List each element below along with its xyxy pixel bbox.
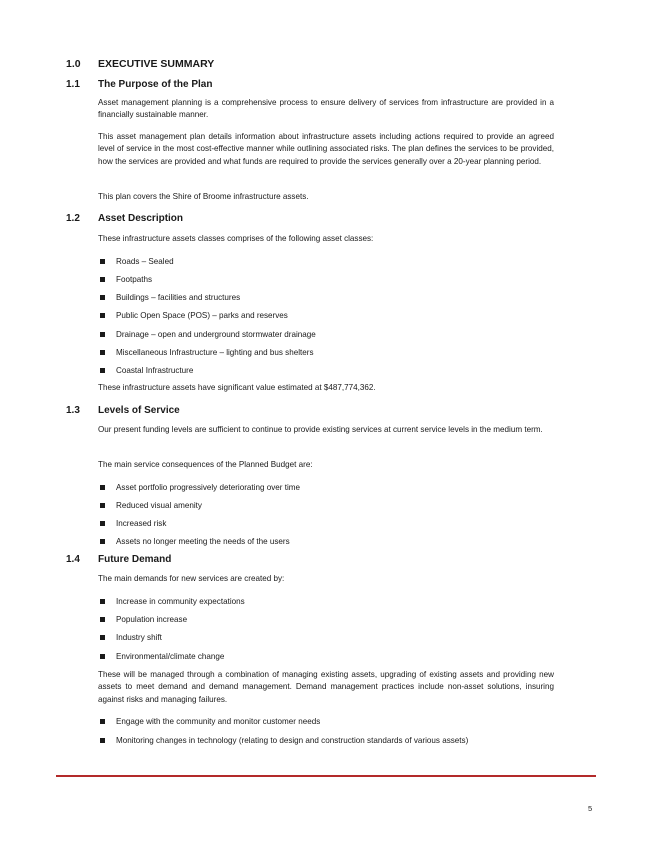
future-demand-paragraph-2: These will be managed through a combination of managing existing assets, upgrading of existing assets and providing new assets to meet demand and demand management. Demand management practices include non-asset solutions, insuring against risks and managing failures. bbox=[98, 670, 554, 704]
list-item-text: Assets no longer meeting the needs of the users bbox=[116, 537, 290, 546]
bullet-icon bbox=[100, 313, 105, 318]
asset-value-text: These infrastructure assets have significant value estimated at $487,774,362. bbox=[98, 383, 376, 392]
section-title: The Purpose of the Plan bbox=[98, 79, 213, 90]
section-number: 1.0 bbox=[66, 58, 81, 70]
list-item-text: Reduced visual amenity bbox=[116, 501, 202, 510]
bullet-icon bbox=[100, 719, 105, 724]
list-item-text: Increased risk bbox=[116, 519, 167, 528]
bullet-icon bbox=[100, 503, 105, 508]
bullet-icon bbox=[100, 277, 105, 282]
bullet-icon bbox=[100, 332, 105, 337]
bullet-icon bbox=[100, 259, 105, 264]
section-number: 1.2 bbox=[66, 213, 80, 224]
levels-paragraph-1: Our present funding levels are sufficient to continue to provide existing services at current service levels in the medium term. bbox=[98, 425, 543, 434]
future-demand-heading bbox=[66, 554, 171, 565]
bullet-icon bbox=[100, 654, 105, 659]
bullet-icon bbox=[100, 521, 105, 526]
section-number: 1.3 bbox=[66, 405, 80, 416]
purpose-paragraph-1: Asset management planning is a comprehensive process to ensure delivery of services from infrastructure are provided in a financially sustainable manner. bbox=[98, 98, 554, 120]
page-number: 5 bbox=[588, 804, 593, 813]
list-item-text: Coastal Infrastructure bbox=[116, 366, 194, 375]
bullet-icon bbox=[100, 617, 105, 622]
section-title: Asset Description bbox=[98, 213, 184, 224]
section-number: 1.4 bbox=[66, 554, 80, 565]
section-title: Levels of Service bbox=[98, 405, 180, 416]
list-item-text: Asset portfolio progressively deteriorating over time bbox=[116, 483, 300, 492]
list-item-text: Miscellaneous Infrastructure – lighting and bus shelters bbox=[116, 348, 314, 357]
list-item-text: Public Open Space (POS) – parks and reserves bbox=[116, 311, 288, 320]
list-item-text: Industry shift bbox=[116, 633, 162, 642]
bullet-icon bbox=[100, 350, 105, 355]
future-demand-intro: The main demands for new services are created by: bbox=[98, 574, 285, 583]
footer-divider bbox=[56, 775, 596, 777]
section-title: Future Demand bbox=[98, 554, 172, 565]
list-item-text: Footpaths bbox=[116, 275, 152, 284]
bullet-icon bbox=[100, 599, 105, 604]
bullet-icon bbox=[100, 485, 105, 490]
list-item-text: Drainage – open and underground stormwater drainage bbox=[116, 330, 316, 339]
list-item-text: Environmental/climate change bbox=[116, 652, 225, 661]
section-title: EXECUTIVE SUMMARY bbox=[98, 58, 215, 70]
list-item-text: Engage with the community and monitor customer needs bbox=[116, 717, 321, 726]
bullet-icon bbox=[100, 635, 105, 640]
purpose-paragraph-3: This plan covers the Shire of Broome infrastructure assets. bbox=[98, 192, 309, 201]
asset-description-heading bbox=[66, 213, 183, 224]
purpose-heading bbox=[66, 79, 212, 90]
bullet-icon bbox=[100, 368, 105, 373]
list-item-text: Increase in community expectations bbox=[116, 597, 245, 606]
list-item-text: Roads – Sealed bbox=[116, 257, 174, 266]
bullet-icon bbox=[100, 539, 105, 544]
asset-description-intro: These infrastructure assets classes comprises of the following asset classes: bbox=[98, 234, 374, 243]
section-number: 1.1 bbox=[66, 79, 80, 90]
list-item-text: Monitoring changes in technology (relating to design and construction standards of various assets) bbox=[116, 736, 469, 745]
bullet-icon bbox=[100, 738, 105, 743]
bullet-icon bbox=[100, 295, 105, 300]
list-item-text: Population increase bbox=[116, 615, 188, 624]
purpose-paragraph-2: This asset management plan details information about infrastructure assets including actions required to provide an agreed level of service in the most cost-effective manner while outlining associated risks. The plan defines the services to be provided, how the services are provided and what funds are required to provide the services generally over a 20-year planning period. bbox=[98, 132, 554, 166]
levels-of-service-heading bbox=[66, 405, 180, 416]
executive-summary-heading bbox=[66, 58, 214, 70]
list-item-text: Buildings – facilities and structures bbox=[116, 293, 241, 302]
levels-paragraph-2: The main service consequences of the Planned Budget are: bbox=[98, 460, 313, 469]
